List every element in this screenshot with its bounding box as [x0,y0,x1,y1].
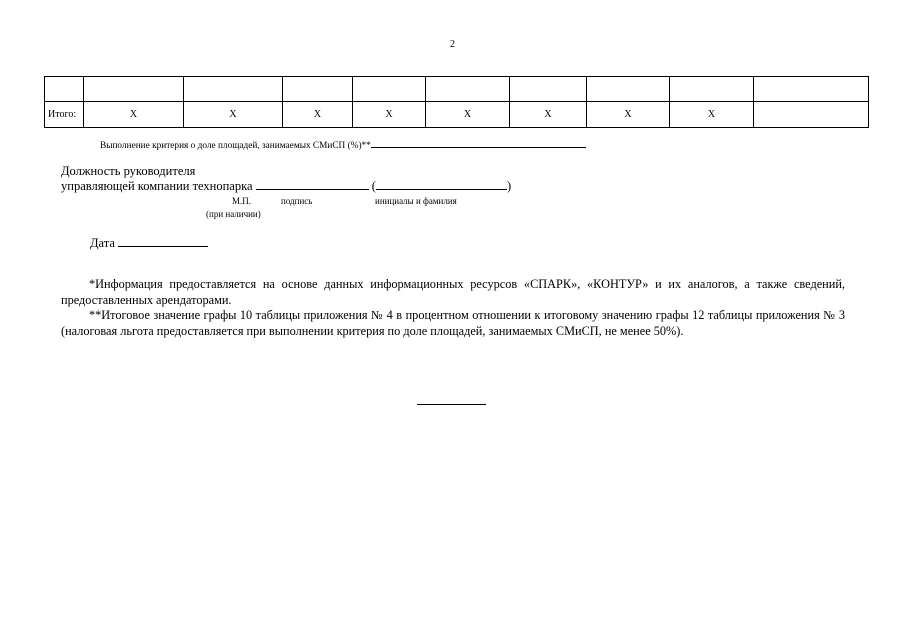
table-cell [510,77,587,102]
position-text: управляющей компании технопарка [61,179,253,193]
total-cell: X [283,102,353,128]
signature-block [61,164,511,194]
stamp-note: (при наличии) [206,209,261,219]
date-label: Дата [90,236,115,250]
position-line-1: Должность руководителя [61,164,196,178]
signature-blank [256,189,369,190]
total-cell: X [426,102,510,128]
end-rule [417,404,486,405]
table-cell [670,77,754,102]
total-cell: X [670,102,754,128]
table-cell [283,77,353,102]
table-cell [754,77,869,102]
footnotes [61,277,845,339]
total-cell: X [184,102,283,128]
name-caption: инициалы и фамилия [375,196,457,206]
table-cell [426,77,510,102]
table-row-blank [45,77,869,102]
criterion-text: Выполнение критерия о доле площадей, занимаемых СМиСП (%)** [100,141,371,151]
total-cell: X [510,102,587,128]
criterion-blank [371,147,586,148]
sign-caption: подпись [281,196,313,206]
table-cell [45,77,84,102]
date-blank [118,246,208,247]
total-cell: X [587,102,670,128]
total-label: Итого: [45,102,84,128]
criterion-line [100,141,586,151]
name-blank [376,189,507,190]
total-cell [754,102,869,128]
table-cell [353,77,426,102]
date-line [90,236,208,251]
position-line-2 [61,179,511,194]
table-cell [84,77,184,102]
totals-table [44,76,869,128]
footnote-2: **Итоговое значение графы 10 таблицы приложения № 4 в процентном отношении к итоговому значению графы 12 таблицы приложения № 3 (налоговая льгота предоставляется при выполнении критерия по доле площадей, занимаемых СМиСП, не менее 50%). [61,308,845,338]
footnote-1: *Информация предоставляется на основе данных информационных ресурсов «СПАРК», «КОНТУР» и их аналогов, а также сведений, предоставленных арендаторами. [61,277,845,307]
table-cell [587,77,670,102]
paren-close: ) [506,179,512,193]
table-cell [184,77,283,102]
page-number: 2 [450,39,455,50]
paren-open: ( [371,179,376,193]
table-row-total [45,102,869,128]
total-cell: X [353,102,426,128]
total-cell: X [84,102,184,128]
stamp-label: М.П. [232,196,252,206]
